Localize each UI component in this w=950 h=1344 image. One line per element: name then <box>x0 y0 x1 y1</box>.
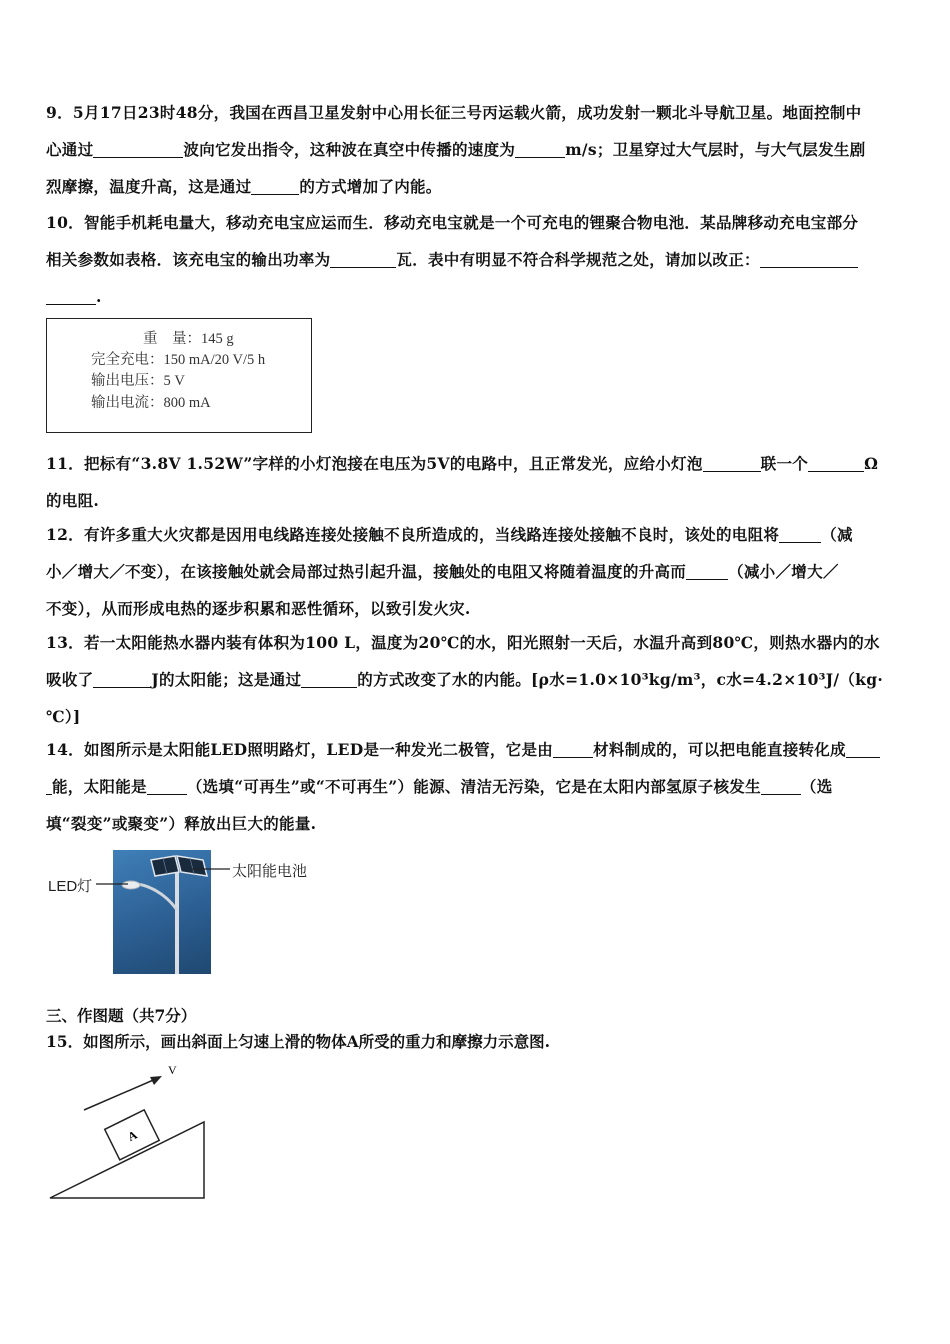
q10-line-1: 10．智能手机耗电量大，移动充电宝应运而生．移动充电宝就是一个可充电的锂聚合物电池．某品牌移动充电宝部分 <box>46 213 859 232</box>
q10-line-3: . <box>46 278 908 315</box>
spec-weight: 重 量：145 g <box>143 331 234 347</box>
block-a-label: A <box>125 1127 140 1144</box>
q12-line-2: 小／增大／不变），在该接触处就会局部过热引起升温，接触处的电阻又将随着温度的升高而 （减小／增大／ <box>46 562 839 581</box>
spec-charge: 完全充电：150 mA/20 V/5 h <box>91 352 266 368</box>
section-3-title: 三、作图题（共7分） <box>46 1006 197 1025</box>
spec-current: 输出电流：800 mA <box>91 395 211 411</box>
velocity-arrowhead <box>150 1076 162 1085</box>
q11-line-1: 11．把标有“3.8V 1.52W”字样的小灯泡接在电压为5V的电路中，且正常发光，应给小灯泡 联一个 Ω <box>46 454 879 473</box>
led-lamp-label: LED灯 <box>48 878 93 895</box>
q14-line-3: 填“裂变”或聚变”）释放出巨大的能量. <box>46 814 317 833</box>
solar-panel-label: 太阳能电池 <box>232 863 308 880</box>
block-a <box>105 1110 160 1160</box>
q13-line-1: 13．若一太阳能热水器内装有体积为100 L，温度为20℃的水，阳光照射一天后，水温升高到80℃，则热水器内的水 <box>46 633 880 652</box>
q14-line-1: 14．如图所示是太阳能LED照明路灯，LED是一种发光二极管，它是由 材料制成的，可以把电能直接转化成 <box>46 731 908 768</box>
q12-line-3: 不变），从而形成电热的逐步积累和恶性循环，以致引发火灾. <box>46 599 471 618</box>
q12-line-1: 12．有许多重大火灾都是因用电线路连接处接触不良所造成的，当线路连接处接触不良时，该处的电阻将 （减 <box>46 525 853 544</box>
incline-figure <box>40 1060 240 1210</box>
question-15: 15．如图所示，画出斜面上匀速上滑的物体A所受的重力和摩擦力示意图. <box>46 1032 550 1051</box>
q10-line-2: 相关参数如表格．该充电宝的输出功率为 瓦．表中有明显不符合科学规范之处，请加以改正： <box>46 241 908 278</box>
spec-voltage: 输出电压：5 V <box>91 373 185 389</box>
q13-line-2: 吸收了 J的太阳能；这是通过 的方式改变了水的内能。[ρ水=1.0×10³kg/m³，c水=4.2×10³J/（kg· <box>46 670 884 689</box>
q9-line-3: 烈摩擦，温度升高，这是通过 的方式增加了内能。 <box>46 177 442 196</box>
velocity-label: V <box>168 1063 177 1077</box>
velocity-arrow <box>84 1078 158 1110</box>
q13-line-3: ℃）] <box>46 707 81 726</box>
q14-line-2: 能，太阳能是 （选填“可再生”或“不可再生”）能源、清洁无污染，它是在太阳内部氢原子核发生 （选 <box>46 768 908 805</box>
q11-line-2: 的电阻. <box>46 491 100 510</box>
q9-line-2: 心通过 波向它发出指令，这种波在真空中传播的速度为 m/s；卫星穿过大气层时，与大气层发生剧 <box>46 140 866 159</box>
q9-line-1: 9．5月17日23时48分，我国在西昌卫星发射中心用长征三号丙运载火箭，成功发射一颗北斗导航卫星。地面控制中 <box>46 103 862 122</box>
